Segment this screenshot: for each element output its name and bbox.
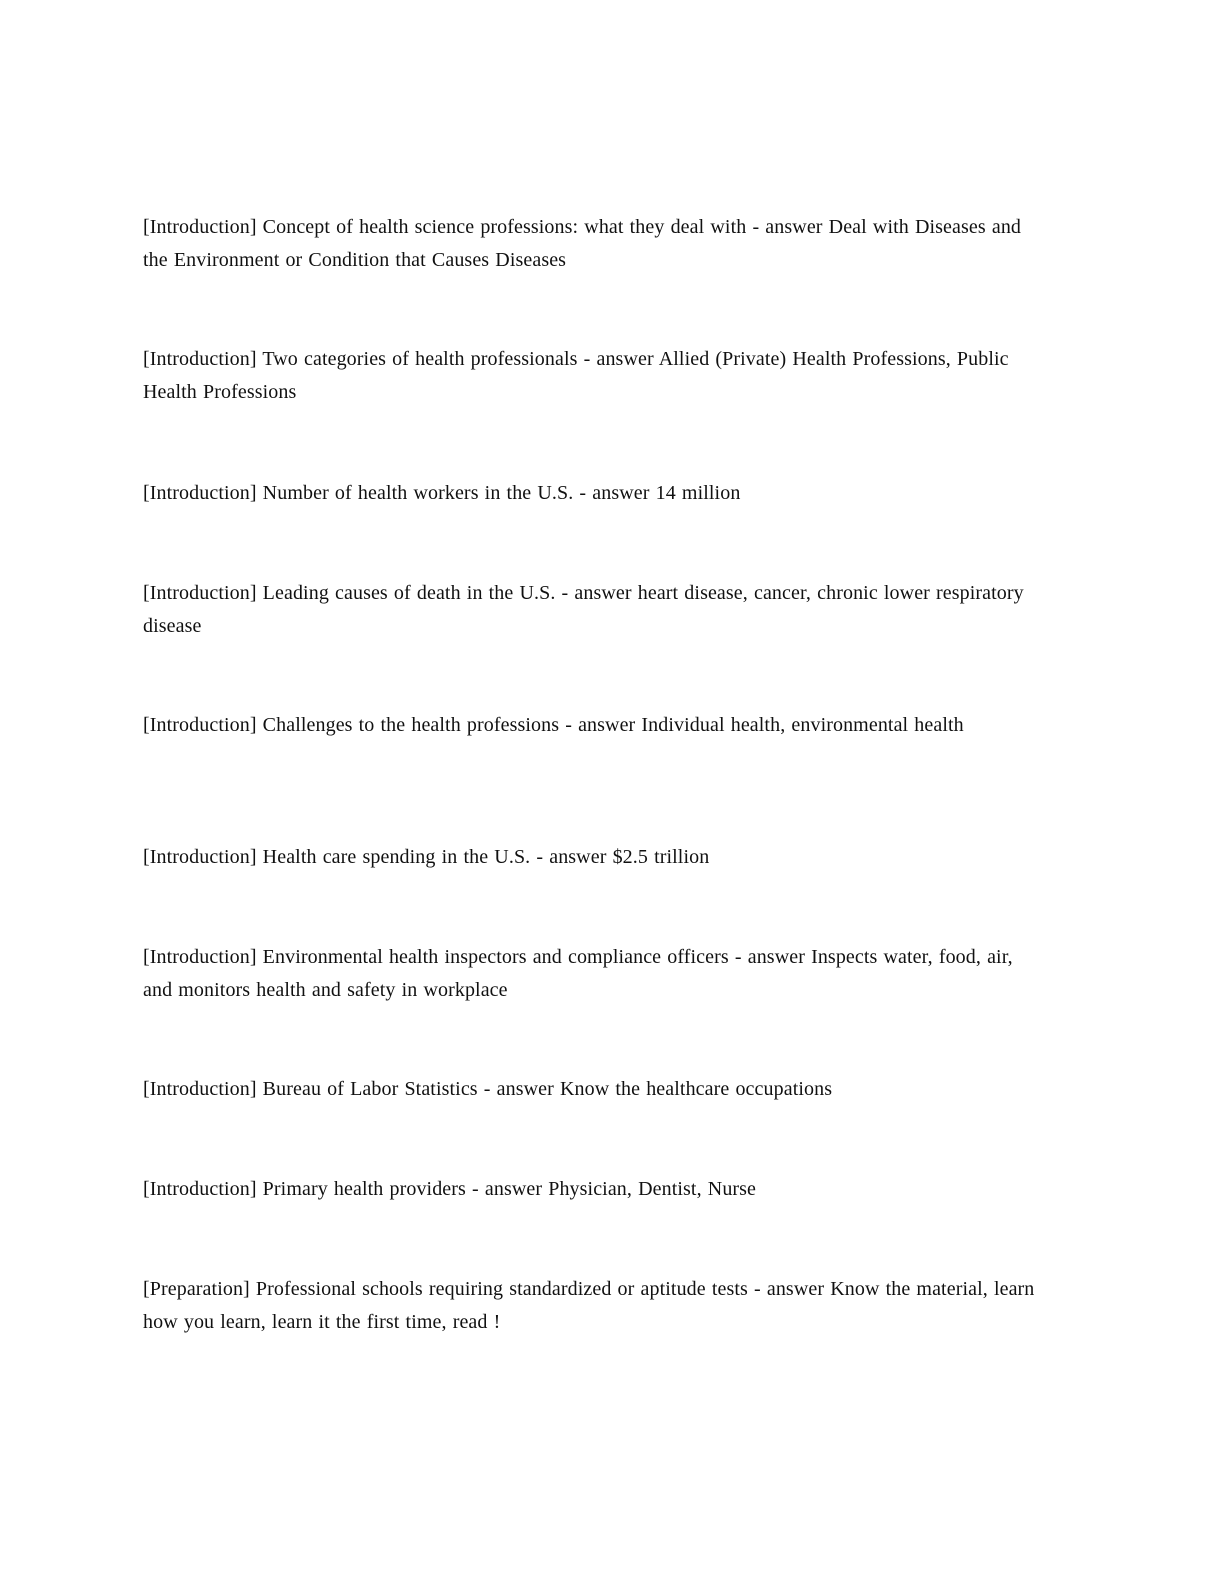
qa-item-challenges: [Introduction] Challenges to the health professions - answer Individual health, environmental health: [143, 714, 964, 736]
qa-item-bureau-of-labor-statistics: [Introduction] Bureau of Labor Statistics - answer Know the healthcare occupations: [143, 1078, 833, 1100]
qa-item-health-science-concept: [Introduction] Concept of health science professions: what they deal with - answer Deal with Diseases and the Environment or Condition that Causes Diseases: [143, 216, 1022, 271]
qa-item-health-professional-categories: [Introduction] Two categories of health professionals - answer Allied (Private) Health Professions, Public Health Professions: [143, 348, 1009, 403]
qa-item-health-care-spending: [Introduction] Health care spending in the U.S. - answer $2.5 trillion: [143, 846, 710, 868]
qa-item-health-workers-count: [Introduction] Number of health workers in the U.S. - answer 14 million: [143, 482, 741, 504]
qa-item-primary-health-providers: [Introduction] Primary health providers - answer Physician, Dentist, Nurse: [143, 1178, 757, 1200]
qa-item-professional-schools-tests: [Preparation] Professional schools requiring standardized or aptitude tests - answer Know the material, learn how you learn, learn it the first time, read !: [143, 1278, 1035, 1333]
qa-item-leading-causes-of-death: [Introduction] Leading causes of death in the U.S. - answer heart disease, cancer, chronic lower respiratory disease: [143, 582, 1024, 637]
qa-item-environmental-health-inspectors: [Introduction] Environmental health inspectors and compliance officers - answer Inspects water, food, air, and monitors health and safety in workplace: [143, 946, 1013, 1001]
